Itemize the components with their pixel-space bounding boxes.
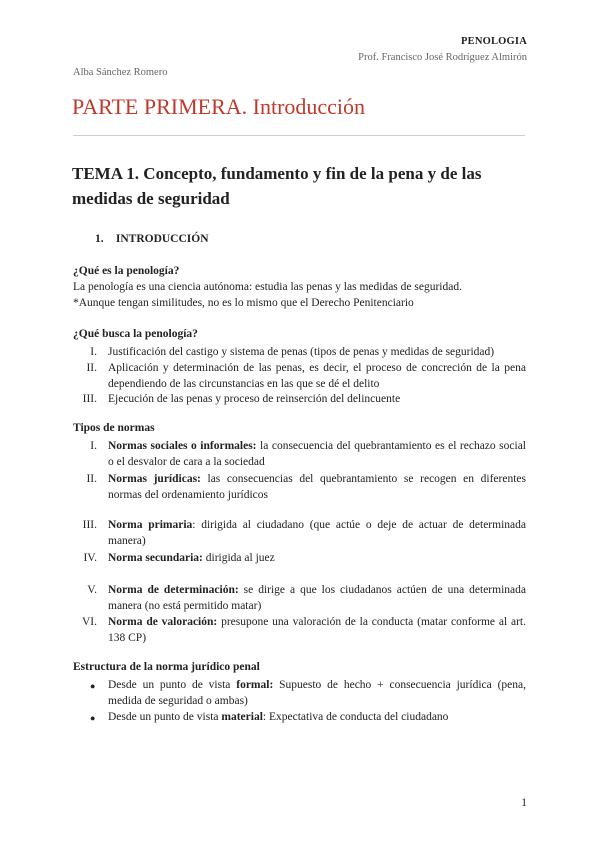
item-text: Ejecución de las penas y proceso de reinserción del delincuente xyxy=(108,393,401,405)
q1-title: ¿Qué es la penología? xyxy=(73,265,180,277)
item-text xyxy=(108,677,526,709)
divider xyxy=(73,135,525,136)
section-number: 1. xyxy=(95,233,104,245)
item-text xyxy=(108,614,526,646)
item-pre: Desde un punto de vista xyxy=(108,679,237,691)
item-number: I. xyxy=(90,346,97,358)
item-number: VI. xyxy=(81,616,97,628)
part-title: PARTE PRIMERA. Introducción xyxy=(72,94,366,119)
item-number: V. xyxy=(87,584,97,596)
item-desc: dirigida al juez xyxy=(202,552,275,564)
section-title: INTRODUCCIÓN xyxy=(115,233,209,245)
item-desc: : Expectativa de conducta del ciudadano xyxy=(262,711,449,723)
item-text xyxy=(108,550,526,566)
item-text xyxy=(108,471,526,503)
item-text xyxy=(108,438,526,470)
tema-title: TEMA 1. Concepto, fundamento y fin de la pena y de las medidas de seguridad xyxy=(72,164,482,208)
bullet-icon: ● xyxy=(90,681,96,691)
item-number: I. xyxy=(90,440,97,452)
item-term: Normas jurídicas: xyxy=(108,473,201,485)
item-desc: presupone una valoración de la conducta (matar conforme al art. 138 CP) xyxy=(108,616,526,644)
header-author: Alba Sánchez Romero xyxy=(73,67,168,78)
list-item xyxy=(108,709,526,725)
item-number: II. xyxy=(86,473,97,485)
item-desc: : dirigida al ciudadano (que actúe o deje de actuar de determinada manera) xyxy=(108,519,526,547)
item-term: material xyxy=(221,711,263,723)
section-heading xyxy=(95,233,209,245)
item-desc: la consecuencia del quebrantamiento es el rechazo social o el desvalor de cara a la sociedad xyxy=(108,440,526,468)
item-number: III. xyxy=(82,519,97,531)
header-professor: Prof. Francisco José Rodríguez Almirón xyxy=(358,52,527,63)
item-text xyxy=(108,517,526,549)
item-text: Justificación del castigo y sistema de penas (tipos de penas y medidas de seguridad) xyxy=(108,346,495,358)
item-term: Normas sociales o informales: xyxy=(108,440,257,452)
item-number: II. xyxy=(86,362,97,374)
item-number: IV. xyxy=(83,552,97,564)
q1-line1: La penología es una ciencia autónoma: estudia las penas y las medidas de seguridad. xyxy=(73,281,462,293)
item-term: Norma de determinación: xyxy=(108,584,239,596)
q2-title: ¿Qué busca la penología? xyxy=(73,328,198,340)
page-number: 1 xyxy=(521,797,527,809)
bullet-icon: ● xyxy=(90,713,96,723)
item-number: III. xyxy=(82,393,97,405)
item-term: formal: xyxy=(236,679,274,691)
estructura-title: Estructura de la norma jurídico penal xyxy=(73,661,260,673)
tipos-title: Tipos de normas xyxy=(73,422,155,434)
header-subject: PENOLOGIA xyxy=(461,36,527,47)
item-desc: se dirige a que los ciudadanos actúen de una determinada manera (no está permitido matar) xyxy=(108,584,526,612)
item-pre: Desde un punto de vista xyxy=(108,711,222,723)
item-text xyxy=(108,582,526,614)
item-desc: Supuesto de hecho + consecuencia jurídica (pena, medida de seguridad o ambas) xyxy=(108,679,526,707)
list-item xyxy=(108,677,526,709)
item-text: Aplicación y determinación de las penas, es decir, el proceso de concreción de la pena dependiendo de las circunstancias en las que se dé el delito xyxy=(108,362,526,390)
item-term: Norma secundaria: xyxy=(108,552,203,564)
item-desc: las consecuencias del quebrantamiento se recogen en diferentes normas del ordenamiento jurídicos xyxy=(108,473,526,501)
item-text xyxy=(108,709,526,725)
item-term: Norma primaria xyxy=(108,519,193,531)
item-term: Norma de valoración: xyxy=(108,616,218,628)
q1-line2: *Aunque tengan similitudes, no es lo mismo que el Derecho Penitenciario xyxy=(73,297,414,309)
